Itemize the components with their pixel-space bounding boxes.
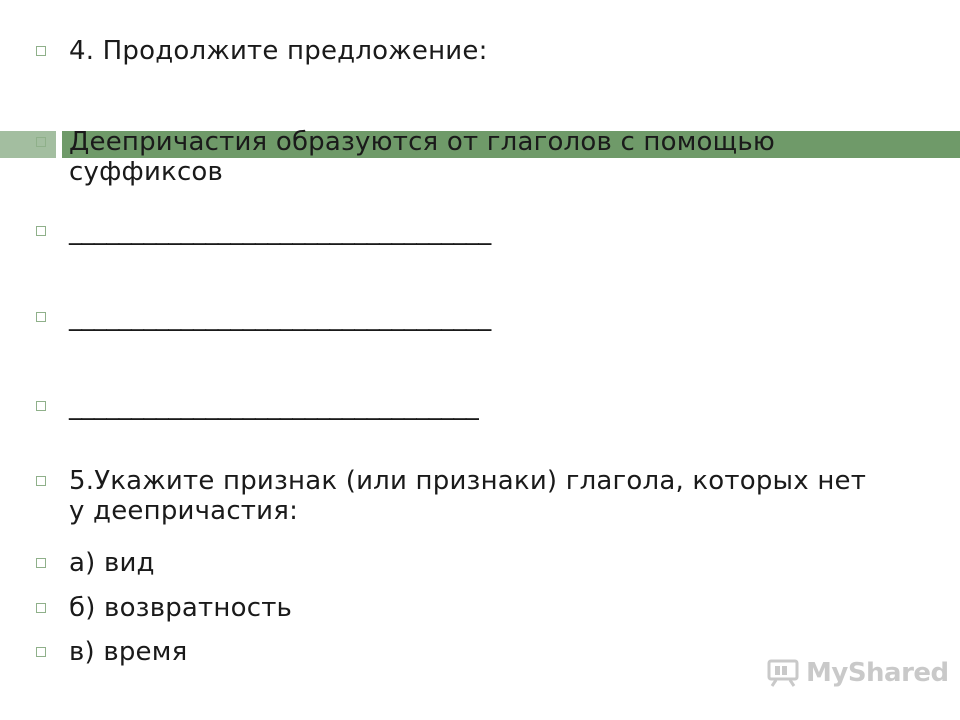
bullet-square-icon (36, 137, 46, 147)
option-a: а) вид (69, 548, 155, 578)
question-4-statement: Деепричастия образуются от глаголов с помощью суффиксов (69, 127, 784, 187)
option-b: б) возвратность (69, 593, 293, 623)
list-item (36, 391, 896, 421)
answer-blank-2: __________________________________ (69, 302, 491, 332)
bullet-square-icon (36, 312, 46, 322)
list-item (36, 36, 896, 66)
list-item (36, 127, 896, 187)
answer-blank-1: __________________________________ (69, 216, 491, 246)
list-item (36, 548, 896, 578)
watermark-logo (766, 658, 949, 688)
bullet-square-icon (36, 647, 46, 657)
question-5-title: 5.Укажите признак (или признаки) глагола, которых нет у деепричастия: (69, 466, 875, 526)
bullet-square-icon (36, 603, 46, 613)
bullet-square-icon (36, 476, 46, 486)
bullet-square-icon (36, 401, 46, 411)
bullet-square-icon (36, 226, 46, 236)
list-item (36, 593, 896, 623)
question-4-title: 4. Продолжите предложение: (69, 36, 488, 66)
watermark-text: MyShared (806, 658, 949, 688)
presentation-board-icon (766, 659, 800, 687)
option-c: в) время (69, 637, 188, 667)
bullet-square-icon (36, 558, 46, 568)
list-item (36, 216, 896, 246)
list-item (36, 466, 896, 526)
list-item (36, 302, 896, 332)
answer-blank-3: _________________________________ (69, 391, 479, 421)
bullet-square-icon (36, 46, 46, 56)
